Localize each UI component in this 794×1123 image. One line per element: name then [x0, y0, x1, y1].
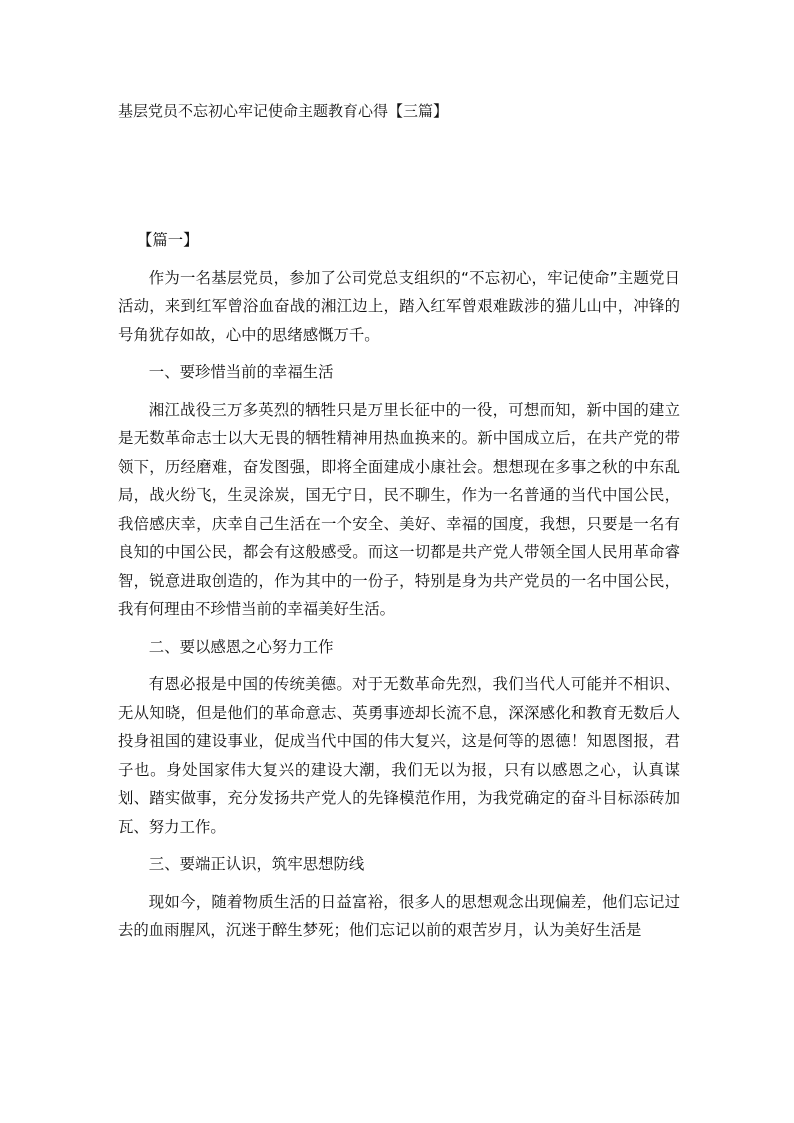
paragraph-cherish-life: 湘江战役三万多英烈的牺牲只是万里长征中的一役，可想而知，新中国的建立是无数革命志士以大无畏的牺牲精神用热血换来的。新中国成立后，在共产党的带领下，历经磨难，奋发图强，即将全面建成小康社会。想想现在多事之秋的中东乱局，战火纷飞，生灵涂炭，国无宁日，民不聊生，作为一名普通的当代中国公民，我倍感庆幸，庆幸自己生活在一个安全、美好、幸福的国度，我想，只要是一名有良知的中国公民，都会有这般感受。而这一切都是共产党人带领全国人民用革命睿智，锐意进取创造的，作为其中的一份子，特别是身为共产党员的一名中国公民，我有何理由不珍惜当前的幸福美好生活。 — [118, 400, 680, 618]
heading-gratitude-work: 二、要以感恩之心努力工作 — [148, 637, 334, 656]
paragraph-correct-understanding: 现如今，随着物质生活的日益富裕，很多人的思想观念出现偏差，他们忘记过去的血雨腥风，沉迷于醉生梦死；他们忘记以前的艰苦岁月，认为美好生活是 — [118, 892, 680, 939]
heading-cherish-life: 一、要珍惜当前的幸福生活 — [148, 363, 334, 381]
intro-paragraph: 作为一名基层党员，参加了公司党总支组织的“不忘初心，牢记使命”主题党日活动，来到红军曾浴血奋战的湘江边上，踏入红军曾艰难跋涉的猫儿山中，冲锋的号角犹存如故，心中的思绪感慨万千。 — [118, 268, 680, 344]
heading-correct-understanding: 三、要端正认识，筑牢思想防线 — [148, 855, 365, 873]
paragraph-gratitude-work: 有恩必报是中国的传统美德。对于无数革命先烈，我们当代人可能并不相识、无从知晓，但是他们的革命意志、英勇事迹却长流不息，深深感化和教育无数后人投身祖国的建设事业，促成当代中国的伟大复兴，这是何等的恩德！知恩图报，君子也。身处国家伟大复兴的建设大潮，我们无以为报，只有以感恩之心，认真谋划、踏实做事，充分发扬共产党人的先锋模范作用，为我党确定的奋斗目标添砖加瓦、努力工作。 — [118, 675, 680, 836]
document-title: 基层党员不忘初心牢记使命主题教育心得【三篇】 — [118, 102, 449, 120]
section-label: 【篇一】 — [137, 231, 199, 249]
document-body — [118, 226, 680, 954]
